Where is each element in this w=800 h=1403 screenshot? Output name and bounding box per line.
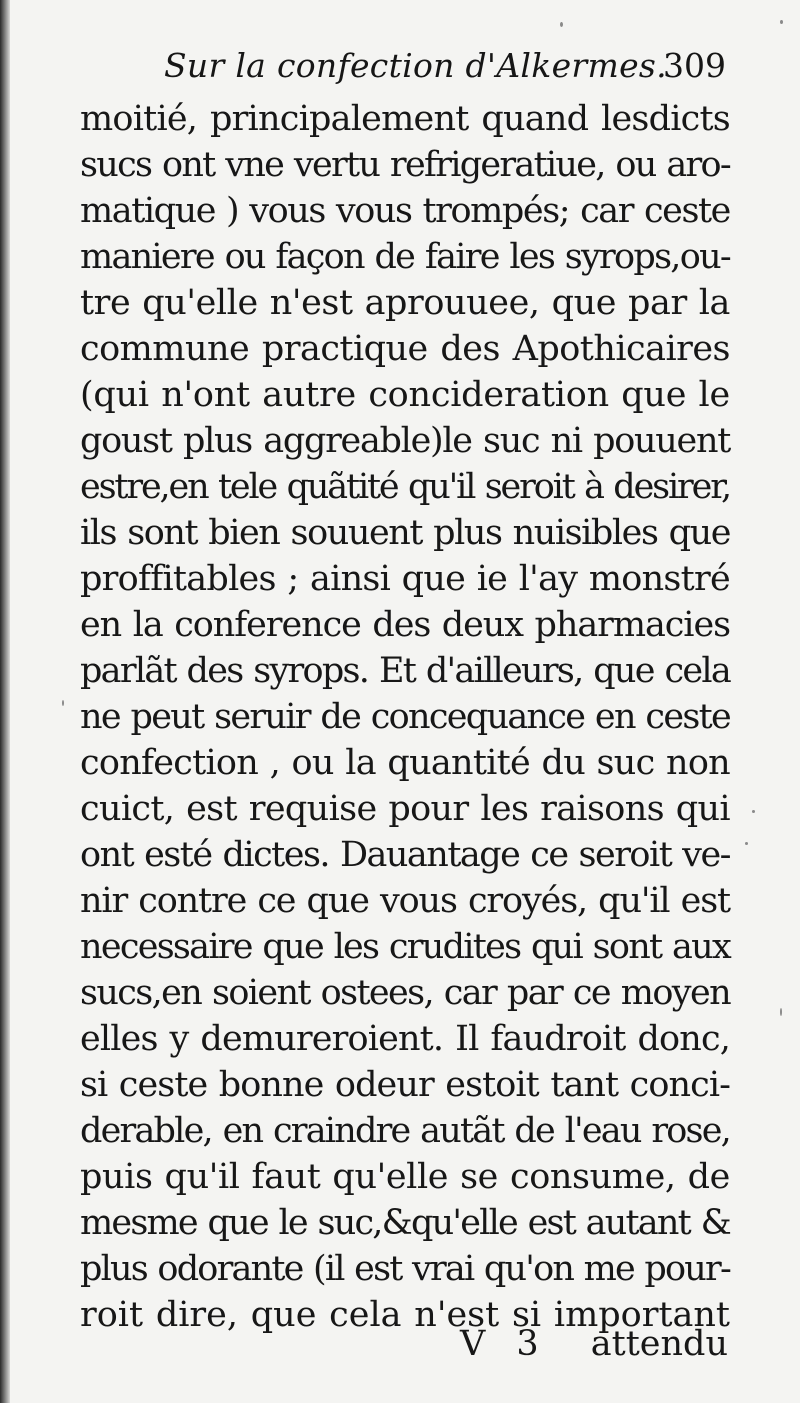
text-line: estre,en tele quãtité qu'il seroit à desirer, — [80, 467, 730, 507]
text-line: ont esté dictes. Dauantage ce seroit ve- — [80, 835, 730, 875]
text-line: nir contre ce que vous croyés, qu'il est — [80, 881, 730, 921]
text-line: (qui n'ont autre concideration que le — [80, 375, 730, 415]
body-text — [80, 96, 730, 1338]
text-line: en la conference des deux pharmacies — [80, 605, 730, 645]
paper-speck — [745, 842, 748, 845]
text-line: proffitables ; ainsi que ie l'ay monstré — [80, 559, 730, 599]
text-line: mesme que le suc,&qu'elle est autant & — [80, 1203, 730, 1243]
text-line: maniere ou façon de faire les syrops,ou- — [80, 237, 730, 277]
text-line: goust plus aggreable)le suc ni pouuent — [80, 421, 730, 461]
page-number: 309 — [663, 46, 726, 85]
text-line: commune practique des Apothicaires — [80, 329, 730, 369]
catchword: attendu — [590, 1324, 728, 1364]
text-line: moitié, principalement quand lesdicts — [80, 99, 730, 139]
text-line: elles y demureroient. Il faudroit donc, — [80, 1019, 730, 1059]
text-line: tre qu'elle n'est aprouuee, que par la — [80, 283, 730, 323]
text-line: si ceste bonne odeur estoit tant conci- — [80, 1065, 730, 1105]
text-line: sucs,en soient ostees, car par ce moyen — [80, 973, 730, 1013]
text-line: derable, en craindre autãt de l'eau rose, — [80, 1111, 730, 1151]
paper-speck — [752, 810, 755, 813]
page-foot — [80, 1310, 730, 1370]
text-line: sucs ont vne vertu refrigeratiue, ou aro- — [80, 145, 730, 185]
paper-speck — [780, 1008, 782, 1016]
paper-speck — [560, 22, 563, 27]
text-line: matique ) vous vous trompés; car ceste — [80, 191, 730, 231]
running-head — [82, 42, 732, 94]
text-line: ne peut seruir de concequance en ceste — [80, 697, 730, 737]
paper-speck — [780, 20, 783, 24]
text-line: necessaire que les crudites qui sont aux — [80, 927, 730, 967]
text-line: plus odorante (il est vrai qu'on me pour- — [80, 1249, 730, 1289]
running-title: Sur la confection d'Alkermes. — [164, 46, 667, 85]
text-line: ils sont bien souuent plus nuisibles que — [80, 513, 730, 553]
text-line: puis qu'il faut qu'elle se consume, de — [80, 1157, 730, 1197]
text-line: parlãt des syrops. Et d'ailleurs, que cela — [80, 651, 730, 691]
signature-mark: V 3 — [460, 1324, 549, 1364]
text-line: roit dire, que cela n'est si important — [80, 1295, 730, 1335]
text-line: confection , ou la quantité du suc non — [80, 743, 730, 783]
paper-speck — [62, 700, 64, 706]
text-line: cuict, est requise pour les raisons qui — [80, 789, 730, 829]
